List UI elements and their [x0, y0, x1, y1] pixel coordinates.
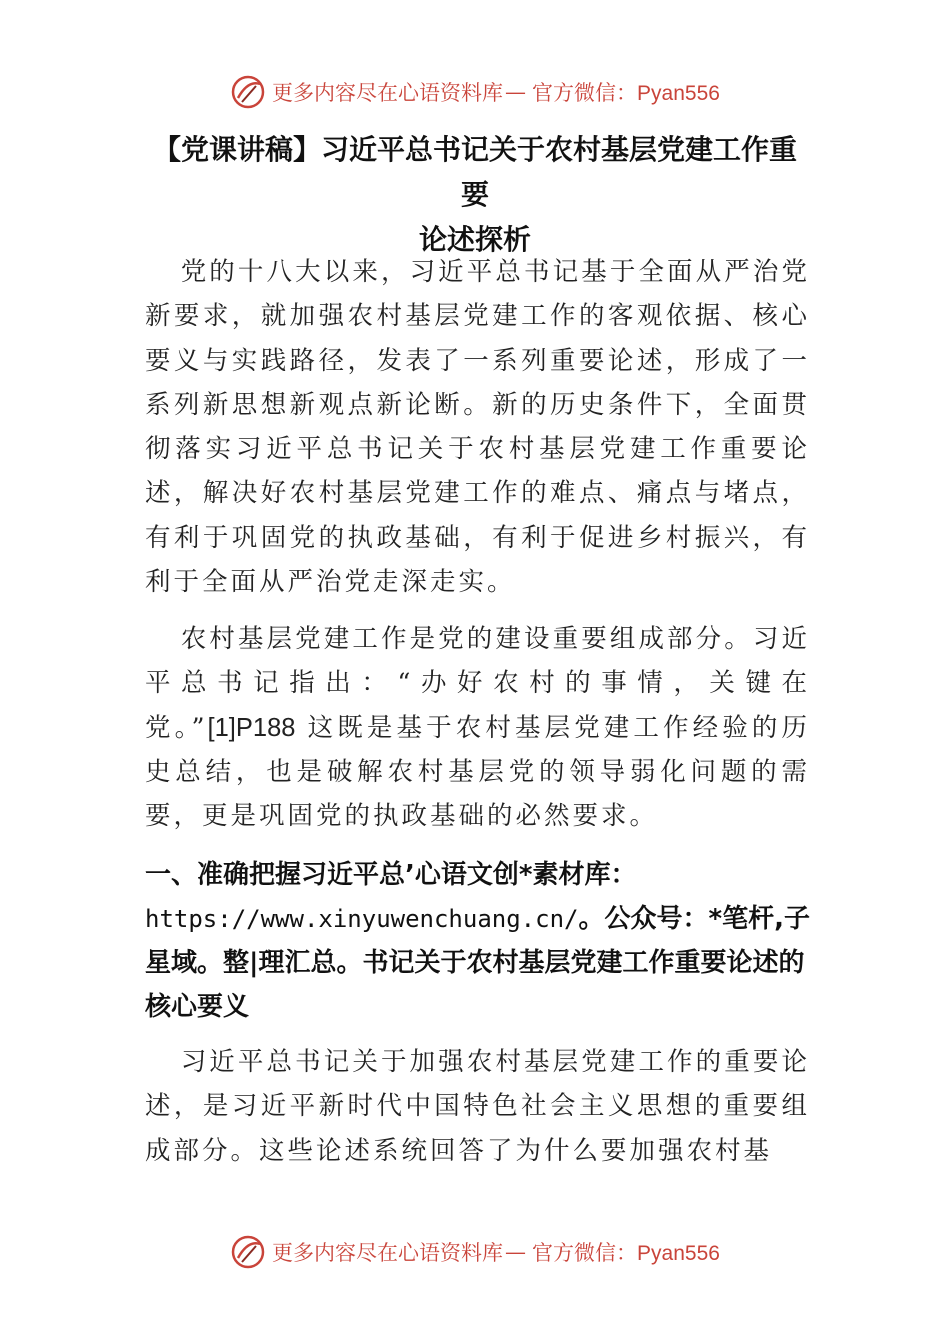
- title-line-2: 论述探析: [418, 223, 531, 256]
- logo-icon: [230, 74, 266, 110]
- banner-separator: —: [505, 80, 527, 104]
- logo-icon: [230, 1234, 266, 1270]
- paragraph-2-text-a: 农村基层党建工作是党的建设重要组成部分。习近平总书记指出：“办好农村的事情，关键在党。”: [145, 624, 810, 743]
- banner-separator: —: [505, 1240, 527, 1264]
- header-watermark-banner: [0, 70, 950, 114]
- banner-text: 更多内容尽在心语资料库: [272, 1241, 504, 1265]
- footer-watermark-banner: [0, 1230, 950, 1274]
- source-url: https://www.xinyuwenchuang.cn/: [145, 905, 579, 933]
- banner-wechat: 官方微信：Pyan556: [532, 82, 720, 105]
- paragraph-2: [145, 617, 810, 838]
- banner-wechat: 官方微信：Pyan556: [532, 1242, 720, 1265]
- section-heading-1: [145, 853, 815, 1029]
- paragraph-3: 习近平总书记关于加强农村基层党建工作的重要论述，是习近平新时代中国特色社会主义思想的重要组成部分。这些论述系统回答了为什么要加强农村基: [145, 1047, 810, 1166]
- heading-text-b: 。公众号：*笔杆,子星域。整|理汇总。书记关于农村基层党建工作重要论述的核心要义: [145, 904, 810, 1022]
- paragraph-2-text-b: 这既是基于农村基层党建工作经验的历史总结，也是破解农村基层党的领导弱化问题的需要，更是巩固党的执政基础的必然要求。: [145, 712, 811, 832]
- title-line-1: 【党课讲稿】习近平总书记关于农村基层党建工作重要: [152, 133, 797, 211]
- banner-text: 更多内容尽在心语资料库: [272, 81, 504, 105]
- document-title: [140, 127, 810, 262]
- heading-text-a: 一、准确把握习近平总’心语文创*素材库：: [145, 860, 637, 890]
- paragraph-1: 党的十八大以来，习近平总书记基于全面从严治党新要求，就加强农村基层党建工作的客观依据、核心要义与实践路径，发表了一系列重要论述，形成了一系列新思想新观点新论断。新的历史条件下，全面贯彻落实习近平总书记关于农村基层党建工作重要论述，解决好农村基层党建工作的难点、痛点与堵点，有利于巩固党的执政基础，有利于促进乡村振兴，有利于全面从严治党走深走实。: [145, 257, 810, 598]
- citation: [1]P188: [207, 713, 296, 742]
